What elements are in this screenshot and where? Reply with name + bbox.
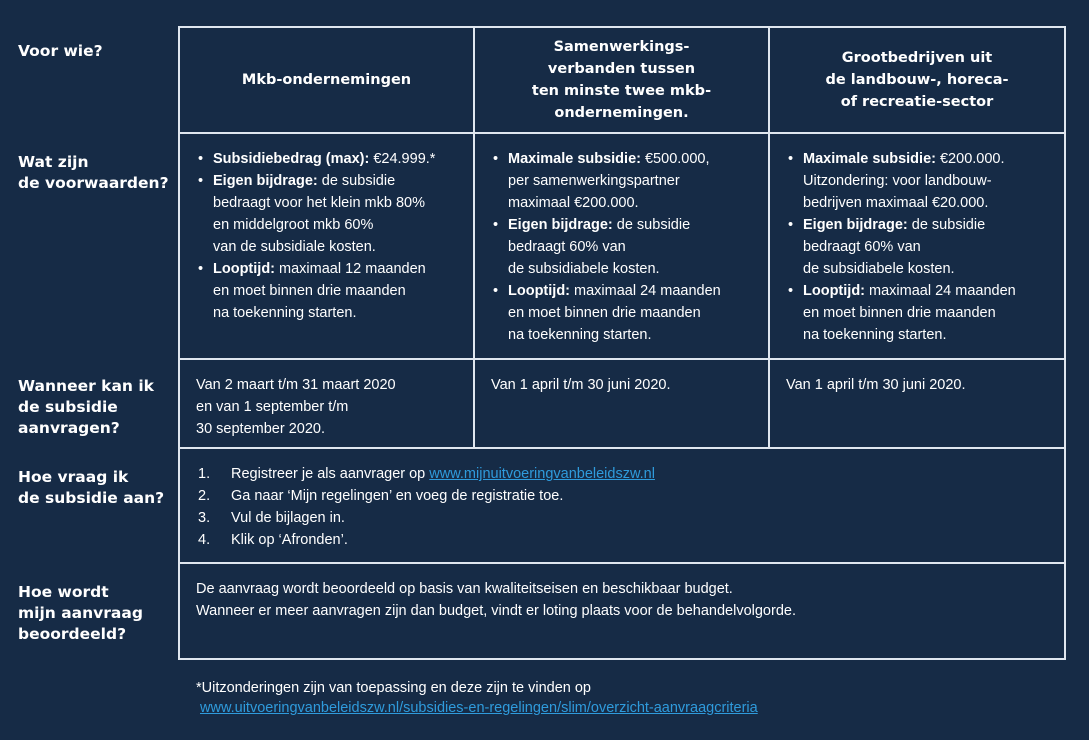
header-samenwerkingsverbanden: Samenwerkings- verbanden tussen ten minste twee mkb- ondernemingen. <box>474 27 769 133</box>
header-grootbedrijven: Grootbedrijven uit de landbouw-, horeca- of recreatie-sector <box>769 27 1065 133</box>
condition-item: • Eigen bijdrage: de subsidie bedraagt voor het klein mkb 80% en middelgroot mkb 60% van de subsidiale kosten. <box>198 170 463 258</box>
condition-item: • Looptijd: maximaal 24 maanden en moet binnen drie maanden na toekenning starten. <box>493 280 758 346</box>
conditions-list <box>770 134 1064 346</box>
assessment-line: Wanneer er meer aanvragen zijn dan budget, vindt er loting plaats voor de behandelvolgorde. <box>196 603 796 619</box>
when-samenwerking: Van 1 april t/m 30 juni 2020. <box>474 359 769 448</box>
subsidy-table <box>178 26 1066 660</box>
header-mkb: Mkb-ondernemingen <box>179 27 474 133</box>
conditions-list <box>180 134 473 324</box>
step-item: 2. Ga naar ‘Mijn regelingen’ en voeg de registratie toe. <box>198 488 564 504</box>
label-hoe-aanvragen: Hoe vraag ik de subsidie aan? <box>18 468 165 507</box>
when-mkb: Van 2 maart t/m 31 maart 2020 en van 1 september t/m 30 september 2020. <box>179 359 474 448</box>
criteria-link[interactable]: www.uitvoeringvanbeleidszw.nl/subsidies-en-regelingen/slim/overzicht-aanvraagcriteria <box>200 700 758 716</box>
assessment-cell <box>179 563 1065 659</box>
condition-item: • Looptijd: maximaal 24 maanden en moet binnen drie maanden na toekenning starten. <box>788 280 1054 346</box>
conditions-list <box>475 134 768 346</box>
condition-item: • Maximale subsidie: €200.000. Uitzondering: voor landbouw- bedrijven maximaal €20.000. <box>788 148 1054 214</box>
condition-item: • Subsidiebedrag (max): €24.999.* <box>198 148 463 170</box>
how-row <box>179 448 1065 563</box>
conditions-mkb <box>179 133 474 359</box>
when-grootbedrijven: Van 1 april t/m 30 juni 2020. <box>769 359 1065 448</box>
footnote <box>196 678 758 718</box>
header-row <box>179 27 1065 133</box>
conditions-row <box>179 133 1065 359</box>
when-row <box>179 359 1065 448</box>
step-item: 1. Registreer je als aanvrager op www.mijnuitvoeringvanbeleidszw.nl <box>198 466 655 482</box>
condition-item: • Eigen bijdrage: de subsidie bedraagt 60% van de subsidiabele kosten. <box>493 214 758 280</box>
assessment-line: De aanvraag wordt beoordeeld op basis van kwaliteitseisen en beschikbaar budget. <box>196 581 733 597</box>
condition-item: • Looptijd: maximaal 12 maanden en moet binnen drie maanden na toekenning starten. <box>198 258 463 324</box>
conditions-grootbedrijven <box>769 133 1065 359</box>
label-voor-wie: Voor wie? <box>18 42 103 60</box>
assessment-row <box>179 563 1065 659</box>
mijnuitvoering-link[interactable]: www.mijnuitvoeringvanbeleidszw.nl <box>429 466 655 482</box>
step-item: 4. Klik op ‘Afronden’. <box>198 532 348 548</box>
steps-list <box>180 449 1064 551</box>
condition-item: • Maximale subsidie: €500.000, per samenwerkingspartner maximaal €200.000. <box>493 148 758 214</box>
conditions-samenwerking <box>474 133 769 359</box>
label-wanneer: Wanneer kan ik de subsidie aanvragen? <box>18 377 154 437</box>
footnote-text: *Uitzonderingen zijn van toepassing en deze zijn te vinden op <box>196 680 591 696</box>
step-item: 3. Vul de bijlagen in. <box>198 510 345 526</box>
label-beoordeling: Hoe wordt mijn aanvraag beoordeeld? <box>18 583 143 643</box>
label-voorwaarden: Wat zijn de voorwaarden? <box>18 153 169 192</box>
how-cell <box>179 448 1065 563</box>
condition-item: • Eigen bijdrage: de subsidie bedraagt 60% van de subsidiabele kosten. <box>788 214 1054 280</box>
